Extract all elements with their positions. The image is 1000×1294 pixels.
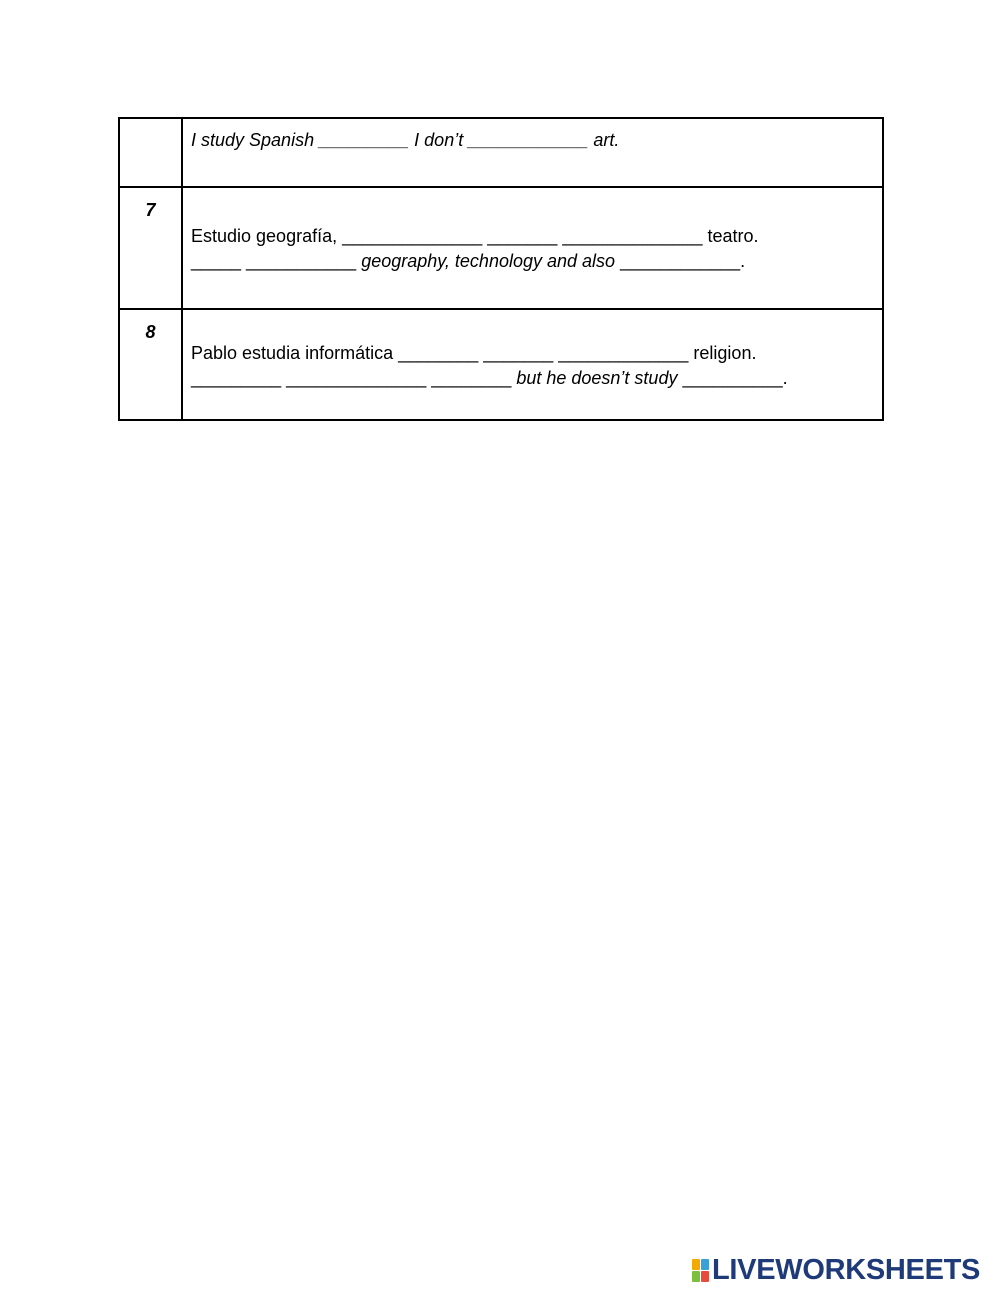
table-row <box>119 118 883 187</box>
logo-text: LIVEWORKSHEETS <box>712 1254 981 1286</box>
sentence-cell <box>182 187 883 309</box>
exercise-table <box>118 117 884 421</box>
sentence-line-1 <box>191 224 881 249</box>
table-row <box>119 309 883 420</box>
sentence-segment: _____ ___________ <box>191 251 362 271</box>
sentence-line-1 <box>191 128 881 153</box>
sentence-line-2 <box>191 366 881 391</box>
logo-square <box>692 1259 700 1270</box>
sentence-segment: Pablo estudia informática ________ _______ _____________ religion. <box>191 343 757 363</box>
liveworksheets-logo <box>692 1256 980 1285</box>
sentence-cell <box>182 118 883 187</box>
sentence-segment: ____________. <box>620 251 746 271</box>
liveworksheets-mark-icon <box>692 1259 709 1282</box>
sentence-segment: but he doesn’t study <box>516 368 683 388</box>
table-row <box>119 187 883 309</box>
sentence-line-2 <box>191 249 881 274</box>
sentence-segment: geography, technology and also <box>361 251 621 271</box>
item-number-cell: 8 <box>119 309 182 420</box>
sentence-cell <box>182 309 883 420</box>
sentence-line-1 <box>191 341 881 366</box>
logo-square <box>692 1271 700 1282</box>
item-number-cell <box>119 118 182 187</box>
sentence-segment: I study Spanish _________ I don’t ____________ art. <box>191 130 620 150</box>
item-number-cell: 7 <box>119 187 182 309</box>
sentence-segment: Estudio geografía, ______________ _______ ______________ teatro. <box>191 226 759 246</box>
sentence-segment: __________. <box>682 368 788 388</box>
sentence-segment: _________ ______________ ________ <box>191 368 517 388</box>
logo-square <box>701 1259 709 1270</box>
logo-square <box>701 1271 709 1282</box>
